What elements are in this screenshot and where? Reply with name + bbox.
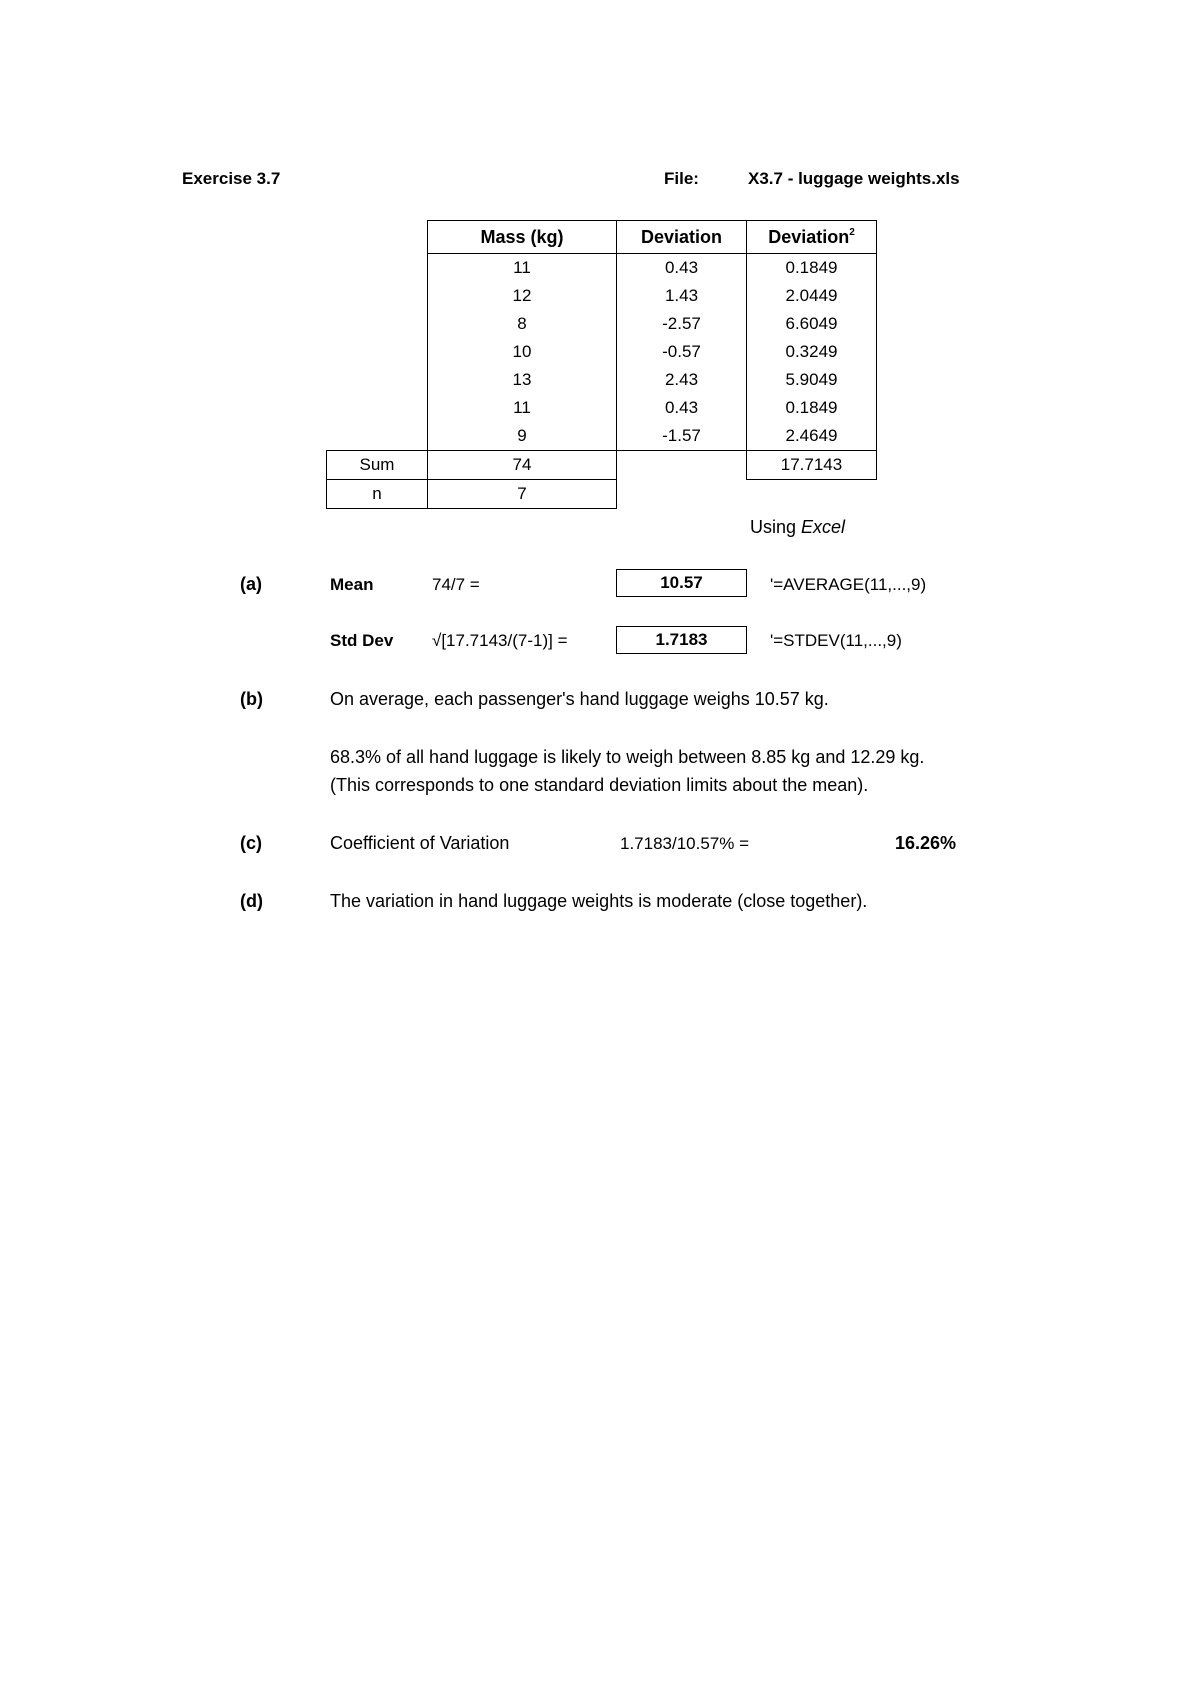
part-b-line-2: 68.3% of all hand luggage is likely to weigh between 8.85 kg and 12.29 kg. (330, 747, 925, 767)
mean-excel-formula: '=AVERAGE(11,...,9) (770, 575, 927, 594)
part-b-line-3: (This corresponds to one standard deviation limits about the mean). (330, 775, 869, 795)
n-label: n (327, 480, 428, 509)
exercise-title: Exercise 3.7 (182, 169, 281, 188)
header-mass: Mass (kg) (428, 221, 617, 254)
mass-cell: 10 (428, 338, 617, 366)
deviation-sq-cell: 6.6049 (747, 310, 877, 338)
table-row (327, 422, 877, 451)
header-deviation-squared: Deviation$^2$ (747, 221, 877, 254)
deviation-sq-cell: 0.3249 (747, 338, 877, 366)
coefficient-formula: 1.7183/10.57% = (620, 834, 750, 853)
header-deviation: Deviation (617, 221, 747, 254)
deviation-sq-cell: 5.9049 (747, 366, 877, 394)
part-b-line-1: On average, each passenger's hand luggage weighs 10.57 kg. (330, 689, 829, 709)
deviation-cell: 2.43 (617, 366, 747, 394)
std-dev-excel-formula: '=STDEV(11,...,9) (770, 631, 902, 650)
part-b-label: (b) (240, 689, 263, 709)
n-row (327, 480, 877, 509)
deviation-cell: -0.57 (617, 338, 747, 366)
mass-cell: 8 (428, 310, 617, 338)
mean-value-box: 10.57 (616, 569, 747, 597)
deviation-sq-cell: 2.4649 (747, 422, 877, 451)
mean-formula: 74/7 = (432, 575, 480, 594)
sum-deviation-sq: 17.7143 (747, 451, 877, 480)
std-dev-value-box: 1.7183 (616, 626, 747, 654)
table-row (327, 394, 877, 422)
part-a-label: (a) (240, 574, 262, 594)
table-row (327, 310, 877, 338)
table-row (327, 338, 877, 366)
deviation-sq-cell: 2.0449 (747, 282, 877, 310)
part-c-label: (c) (240, 833, 262, 853)
n-value: 7 (428, 480, 617, 509)
deviation-cell: -2.57 (617, 310, 747, 338)
mass-cell: 12 (428, 282, 617, 310)
deviation-cell: 0.43 (617, 254, 747, 283)
deviation-cell: -1.57 (617, 422, 747, 451)
excel-note: Using Excel (750, 517, 846, 537)
mean-label: Mean (330, 575, 374, 594)
sum-label: Sum (327, 451, 428, 480)
std-dev-formula: √[17.7143/(7-1)] = (432, 631, 568, 650)
sum-mass: 74 (428, 451, 617, 480)
mass-cell: 11 (428, 254, 617, 283)
mass-cell: 11 (428, 394, 617, 422)
table-row (327, 282, 877, 310)
deviation-sq-cell: 0.1849 (747, 254, 877, 283)
deviation-cell: 0.43 (617, 394, 747, 422)
luggage-table (326, 220, 877, 509)
table-row (327, 366, 877, 394)
deviation-cell: 1.43 (617, 282, 747, 310)
table-row (327, 254, 877, 283)
part-d-label: (d) (240, 891, 263, 911)
part-d-text: The variation in hand luggage weights is moderate (close together). (330, 891, 868, 911)
std-dev-label: Std Dev (330, 631, 394, 650)
sum-row (327, 451, 877, 480)
coefficient-value: 16.26% (895, 833, 957, 853)
file-label: File: (664, 169, 699, 188)
file-name: X3.7 - luggage weights.xls (748, 169, 960, 188)
deviation-sq-cell: 0.1849 (747, 394, 877, 422)
mass-cell: 9 (428, 422, 617, 451)
coefficient-label: Coefficient of Variation (330, 833, 510, 853)
mass-cell: 13 (428, 366, 617, 394)
